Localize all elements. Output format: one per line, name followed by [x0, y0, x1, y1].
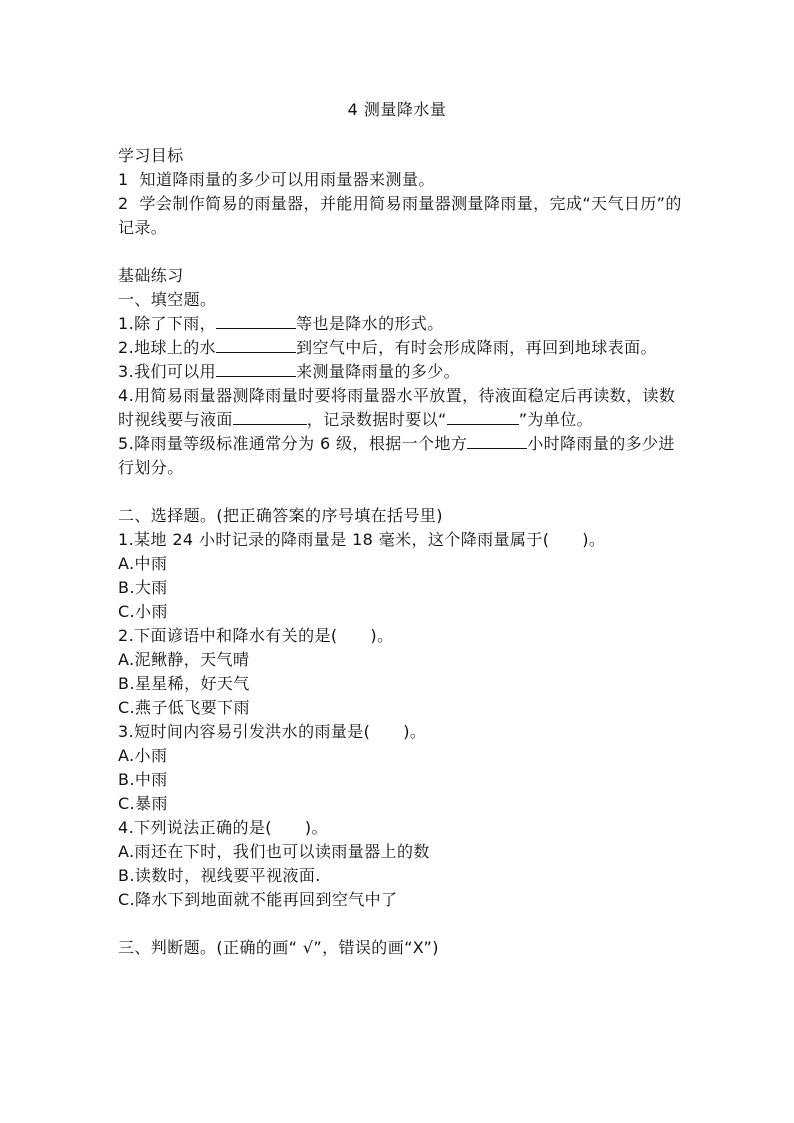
choice-option: A.小雨	[118, 746, 168, 765]
question-text: 来测量降雨量的多少。	[296, 362, 461, 381]
choice-question: 4.下列说法正确的是( )。	[118, 818, 328, 837]
question-text: 5.降雨量等级标准通常分为 6 级，根据一个地方	[118, 434, 468, 453]
section2-heading: 二、选择题。(把正确答案的序号填在括号里)	[118, 506, 443, 525]
spacer	[118, 480, 688, 504]
spacer	[118, 912, 688, 936]
choice-option: B.读数时，视线要平视液面.	[118, 866, 321, 885]
choice-question: 2.下面谚语中和降水有关的是( )。	[118, 626, 394, 645]
question-text: ，记录数据时要以“	[306, 410, 447, 429]
question-text: 到空气中后，有时会形成降雨，再回到地球表面。	[296, 338, 657, 357]
question-text: 2.地球上的水	[118, 338, 217, 357]
question-text: ”为单位。	[518, 410, 593, 429]
fill-question-4	[118, 384, 688, 432]
choice-option: C.暴雨	[118, 794, 168, 813]
choice-option: A.泥鳅静，天气晴	[118, 650, 250, 669]
answer-blank[interactable]	[216, 312, 296, 329]
answer-blank[interactable]	[447, 408, 519, 425]
answer-blank[interactable]	[216, 336, 296, 353]
fill-question-2	[118, 336, 688, 360]
page-title: 4 测量降水量	[347, 100, 447, 119]
answer-blank[interactable]	[467, 432, 527, 449]
practice-heading: 基础练习	[118, 266, 184, 285]
choice-question: 3.短时间内容易引发洪水的雨量是( )。	[118, 722, 427, 741]
question-text: 等也是降水的形式。	[296, 314, 444, 333]
objective-item-1: 1 知道降雨量的多少可以用雨量器来测量。	[118, 170, 435, 189]
objectives-heading: 学习目标	[118, 146, 184, 165]
fill-question-1	[118, 312, 688, 336]
question-text: 4.用简易雨量器测降雨量时要将雨量器水平放置，待液面稳定后再读数，读数时视线要与液面	[118, 386, 676, 429]
section3-heading: 三、判断题。(正确的画“ √”，错误的画“X”)	[118, 938, 439, 957]
fill-question-3	[118, 360, 688, 384]
question-text: 3.我们可以用	[118, 362, 217, 381]
choice-option: C.燕子低飞要下雨	[118, 698, 250, 717]
answer-blank[interactable]	[216, 360, 296, 377]
worksheet-content	[118, 144, 688, 960]
choice-option: A.中雨	[118, 554, 168, 573]
choice-option: B.大雨	[118, 578, 168, 597]
choice-option: B.星星稀，好天气	[118, 674, 250, 693]
fill-question-5	[118, 432, 688, 480]
section1-heading: 一、填空题。	[118, 290, 217, 309]
answer-blank[interactable]	[233, 408, 307, 425]
choice-option: B.中雨	[118, 770, 168, 789]
choice-option: C.降水下到地面就不能再回到空气中了	[118, 890, 398, 909]
question-text: 小时降雨量的多少进行划分。	[118, 434, 675, 477]
choice-question: 1.某地 24 小时记录的降雨量是 18 毫米，这个降雨量属于( )。	[118, 530, 606, 549]
choice-option: C.小雨	[118, 602, 168, 621]
question-text: 1.除了下雨，	[118, 314, 217, 333]
choice-option: A.雨还在下时，我们也可以读雨量器上的数	[118, 842, 430, 861]
objective-item-2: 2 学会制作简易的雨量器，并能用简易雨量器测量降雨量，完成“天气日历”的记录。	[118, 194, 682, 237]
spacer	[118, 240, 688, 264]
